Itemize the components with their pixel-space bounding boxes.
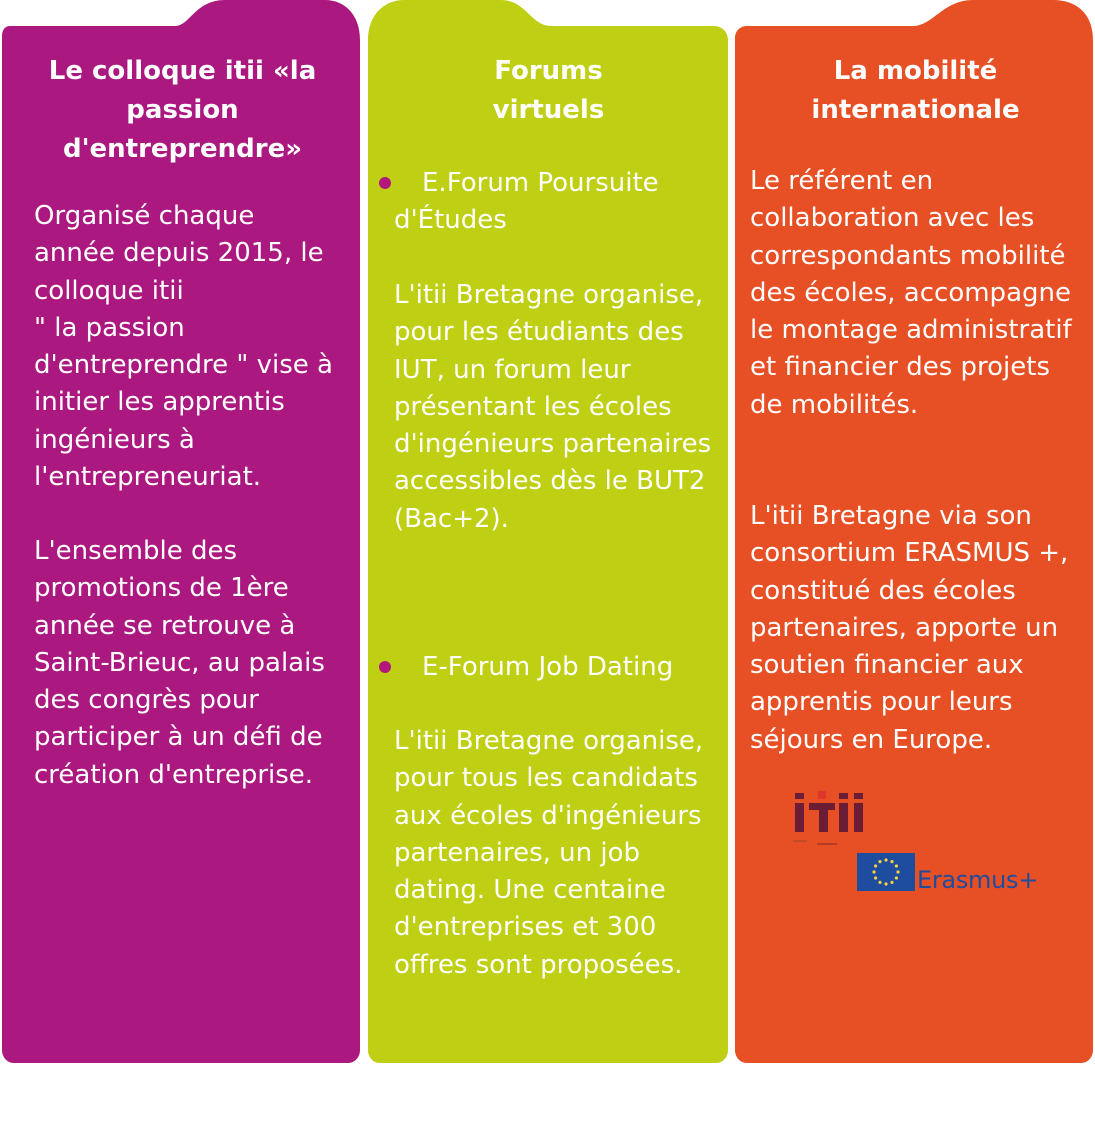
erasmus-wordmark: Erasmus+ (917, 866, 1039, 894)
panel-title: Le colloque itii «la passion d'entreprendre» (48, 56, 317, 164)
panel-title: La mobilité internationale (811, 56, 1020, 125)
eu-flag-icon (857, 853, 915, 891)
panel-paragraph: Organisé chaque année depuis 2015, le colloque itii " la passion d'entreprendre " vise à initier les apprentis ingénieurs à l'entrepreneuriat. (34, 201, 333, 493)
panel-mobilite (733, 0, 1095, 1063)
bullet-dot (379, 177, 391, 189)
panel-forums (366, 0, 730, 1063)
panel-title: Forums virtuels (492, 56, 605, 125)
forum-description: L'itii Bretagne organise, pour les étudiants des IUT, un forum leur présentant les écoles d'ingénieurs partenaires accessibles dès le BUT2 (Bac+2). (394, 280, 712, 534)
panel-paragraph: L'itii Bretagne via son consortium ERASMUS +, constitué des écoles partenaires, apporte un soutien financier aux apprentis pour leurs séjours en Europe. (750, 501, 1069, 755)
forum-description: L'itii Bretagne organise, pour tous les candidats aux écoles d'ingénieurs partenaires, un job dating. Une centaine d'entreprises et 300 offres sont proposées. (394, 726, 704, 980)
forum-heading: E-Forum Job Dating (422, 652, 674, 682)
panel-paragraph: Le référent en collaboration avec les correspondants mobilité des écoles, accompagne le montage administratif et financier des projets de mobilités. (750, 166, 1072, 420)
panel-paragraph: L'ensemble des promotions de 1ère année se retrouve à Saint-Brieuc, au palais des congrès pour participer à un défi de création d'entreprise. (34, 536, 325, 790)
erasmus-logo (857, 853, 1077, 893)
bullet-dot (379, 661, 391, 673)
forum-heading: E.Forum Poursuite d'Études (394, 168, 659, 236)
itii-logo (793, 790, 873, 850)
panel-colloque (0, 0, 362, 1063)
